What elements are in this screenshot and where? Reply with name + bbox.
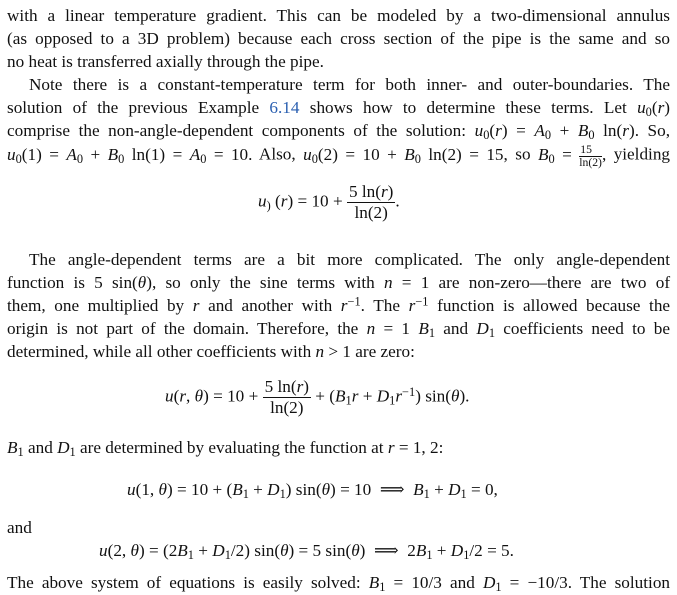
paragraph-line: $B_1$ and $D_1$ are determined by evaluating the function at r = 1, 2: (7, 438, 444, 460)
paragraph-line: solution of the previous Example 6.14 shows how to determine these terms. Let $u_0(r)$ (7, 98, 671, 120)
example-reference-link[interactable]: 6.14 (269, 98, 300, 117)
equation-u-r-theta: u(r, θ) = 10 + $\frac{5 \ln(r)}{\ln(2)}$ + $(B_1r + D_1r^{-1})$ sin(θ). (165, 377, 470, 417)
paragraph-line: determined, while all other coefficients with n > 1 are zero: (7, 342, 415, 361)
paragraph-line: them, one multiplied by r and another with $r^{-1}$. The $r^{-1}$ function is allowed because the (7, 294, 671, 315)
paragraph-line: $u_0(1) = A_0 + B_0$ $\ln(1) = A_0 = 10$. Also, $u_0(2) = 10 + B_0$ ln(2) = 15, so $B_0$ = $\frac{15}{\ln(2)}$ , yielding (7, 143, 671, 169)
paragraph-line: comprise the non-angle-dependent components of the solution: $u_0(r) = A_0 + B_0$ ln(r). So, (7, 121, 671, 143)
paragraph-line: Note there is a constant-temperature term for both inner- and outer-boundaries. The (29, 75, 670, 94)
equation-u0: $u_)$ (r) = 10 + $\frac{5 \ln(r)}{\ln(2)}$ . (258, 182, 400, 222)
paragraph-line: no heat is transferred axially through the pipe. (7, 52, 324, 71)
equation-u1: u(1, $\theta) = 10 + (B_1 + D_1) \sin(\theta) = 10$ ⟹ $B_1 + D_1 = 0$, (127, 480, 498, 502)
paragraph-line: The above system of equations is easily solved: $B_1 = 10/3$ and $D_1 = -10/3$. The solution (7, 573, 671, 595)
paragraph-line: function is 5 sin(θ), so only the sine terms with n = 1 are non-zero—there are two of (7, 273, 671, 292)
paragraph-line: The angle-dependent terms are a bit more complicated. The only angle-dependent (29, 250, 670, 269)
paragraph-line: and (7, 518, 32, 537)
paragraph-line: origin is not part of the domain. Therefore, the n = 1 $B_1$ and $D_1$ coefficients need to be (7, 319, 671, 341)
paragraph-line: with a linear temperature gradient. This can be modeled by a two-dimensional annulus (7, 6, 670, 25)
equation-u2: u(2, $\theta) = (2B_1 + D_1/2) \sin(\theta) = 5$ sin(θ) ⟹ $2B_1 + D_1/2 = 5$. (99, 541, 514, 563)
paragraph-line: (as opposed to a 3D problem) because each cross section of the pipe is the same and so (7, 29, 670, 48)
